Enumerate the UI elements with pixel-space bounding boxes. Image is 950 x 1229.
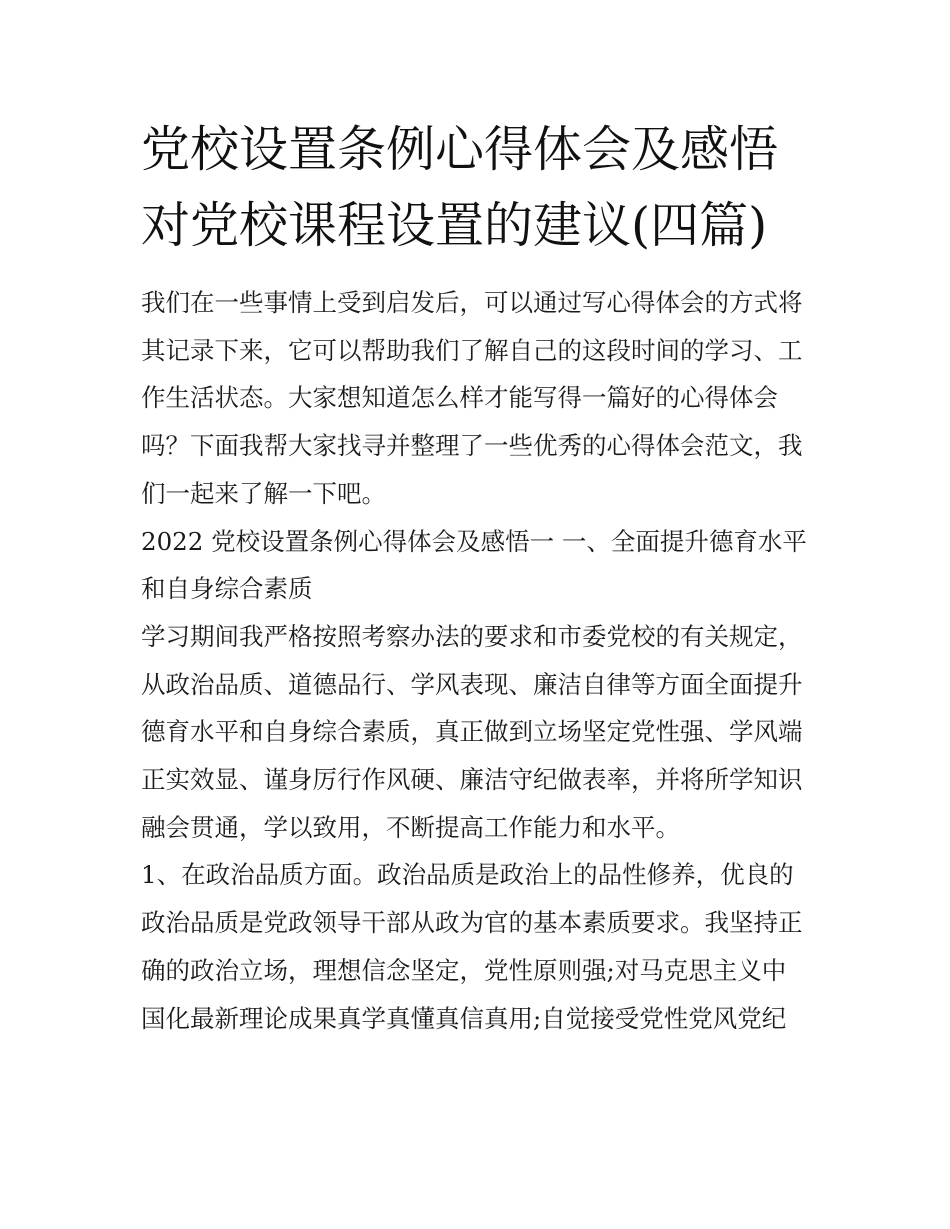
paragraph-political-quality xyxy=(141,851,821,1042)
text-line: 国化最新理论成果真学真懂真信真用;自觉接受党性党风党纪 xyxy=(141,1003,787,1033)
text-line: 作生活状态。大家想知道怎么样才能写得一篇好的心得体会 xyxy=(141,383,778,413)
document-title xyxy=(141,112,821,264)
paragraph-study xyxy=(141,613,821,852)
text-line: 融会贯通，学以致用，不断提高工作能力和水平。 xyxy=(141,812,680,842)
paragraph-intro xyxy=(141,279,821,518)
text-line: 我们在一些事情上受到启发后，可以通过写心得体会的方式将 xyxy=(141,288,803,317)
text-line: 1、在政治品质方面。政治品质是政治上的品性修养，优良的 xyxy=(141,860,794,890)
text-line: 德育水平和自身综合素质，真正做到立场坚定党性强、学风端 xyxy=(141,717,803,747)
text-line: 们一起来了解一下吧。 xyxy=(141,478,386,508)
document-body xyxy=(141,279,821,1042)
text-line: 吗？下面我帮大家找寻并整理了一些优秀的心得体会范文，我 xyxy=(141,431,803,461)
text-line: 政治品质是党政领导干部从政为官的基本素质要求。我坚持正 xyxy=(141,908,803,938)
text-line: 和自身综合素质 xyxy=(141,574,313,604)
text-line: 其记录下来，它可以帮助我们了解自己的这段时间的学习、工 xyxy=(141,335,803,365)
text-line: 从政治品质、道德品行、学风表现、廉洁自律等方面全面提升 xyxy=(141,669,803,699)
title-line: 党校设置条例心得体会及感悟 xyxy=(141,121,779,178)
text-line: 正实效显、谨身厉行作风硬、廉洁守纪做表率，并将所学知识 xyxy=(141,765,803,795)
title-line: 对党校课程设置的建议(四篇) xyxy=(141,197,768,254)
paragraph-section-heading xyxy=(141,518,821,613)
text-line: 确的政治立场，理想信念坚定，党性原则强;对马克思主义中 xyxy=(141,955,787,985)
text-line: 2022 党校设置条例心得体会及感悟一 一、全面提升德育水平 xyxy=(141,526,807,556)
text-line: 学习期间我严格按照考察办法的要求和市委党校的有关规定， xyxy=(141,621,803,651)
